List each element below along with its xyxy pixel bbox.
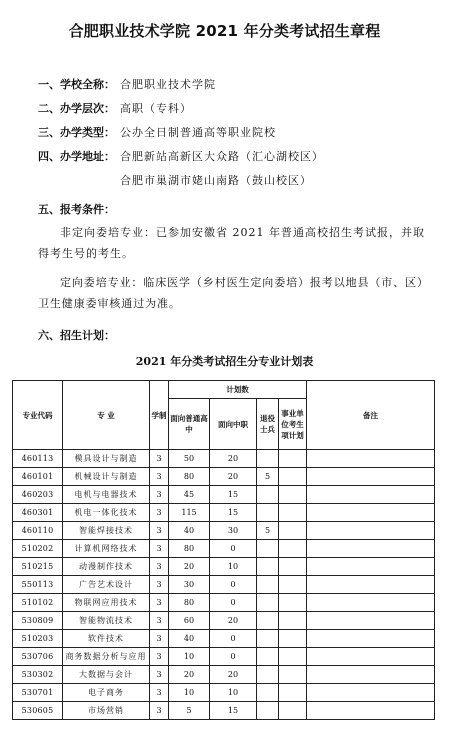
table-row <box>13 612 435 630</box>
cell-general-hs: 45 <box>169 486 210 504</box>
cell-vocational: 10 <box>210 558 257 576</box>
cell-code: 530701 <box>13 684 63 702</box>
cell-other-plan <box>279 576 307 594</box>
cell-other-plan <box>279 630 307 648</box>
info-value: 合肥职业技术学院 <box>120 78 216 91</box>
cell-major: 物联网应用技术 <box>63 594 150 612</box>
cell-major: 市场营销 <box>63 702 150 720</box>
cell-code: 550113 <box>13 576 63 594</box>
cell-code: 530302 <box>13 666 63 684</box>
cell-years: 3 <box>150 702 169 720</box>
cell-remarks <box>307 540 435 558</box>
cell-major: 机电一体化技术 <box>63 504 150 522</box>
cell-code: 510215 <box>13 558 63 576</box>
table-row <box>13 486 435 504</box>
info-value: 公办全日制普通高等职业院校 <box>120 126 276 139</box>
info-address-2 <box>120 172 312 188</box>
cell-vocational: 20 <box>210 666 257 684</box>
cell-vocational: 20 <box>210 450 257 468</box>
cell-other-plan <box>279 450 307 468</box>
cell-major: 机械设计与制造 <box>63 468 150 486</box>
table-row <box>13 648 435 666</box>
cell-years: 3 <box>150 576 169 594</box>
cell-general-hs: 5 <box>169 702 210 720</box>
cell-vocational: 15 <box>210 702 257 720</box>
cell-code: 510202 <box>13 540 63 558</box>
cell-remarks <box>307 702 435 720</box>
cell-vocational: 0 <box>210 630 257 648</box>
cell-remarks <box>307 594 435 612</box>
cell-general-hs: 10 <box>169 648 210 666</box>
header-plan-count: 计划数 <box>169 381 307 399</box>
cell-code: 460203 <box>13 486 63 504</box>
cell-remarks <box>307 630 435 648</box>
cell-remarks <box>307 576 435 594</box>
cell-vocational: 0 <box>210 594 257 612</box>
header-other-plan: 事业单位考生项计划 <box>279 399 307 450</box>
cell-major: 模具设计与制造 <box>63 450 150 468</box>
cell-general-hs: 60 <box>169 612 210 630</box>
cell-vocational: 0 <box>210 648 257 666</box>
cell-years: 3 <box>150 468 169 486</box>
info-label: 一、学校全称： <box>38 78 115 91</box>
info-value: 高职（专科） <box>120 102 192 115</box>
cell-other-plan <box>279 522 307 540</box>
cell-veterans <box>257 666 279 684</box>
cell-remarks <box>307 666 435 684</box>
cell-general-hs: 80 <box>169 468 210 486</box>
cell-years: 3 <box>150 558 169 576</box>
cell-general-hs: 20 <box>169 558 210 576</box>
header-general-hs: 面向普通高中 <box>169 399 210 450</box>
cell-remarks <box>307 468 435 486</box>
cell-general-hs: 20 <box>169 666 210 684</box>
cell-vocational: 0 <box>210 540 257 558</box>
cell-years: 3 <box>150 648 169 666</box>
cell-years: 3 <box>150 486 169 504</box>
table-row <box>13 522 435 540</box>
cell-other-plan <box>279 540 307 558</box>
cell-vocational: 20 <box>210 612 257 630</box>
cell-veterans <box>257 684 279 702</box>
cell-code: 460301 <box>13 504 63 522</box>
cell-code: 530605 <box>13 702 63 720</box>
cell-code: 510203 <box>13 630 63 648</box>
cell-years: 3 <box>150 612 169 630</box>
cell-code: 530809 <box>13 612 63 630</box>
cell-years: 3 <box>150 630 169 648</box>
header-code: 专业代码 <box>13 381 63 450</box>
table-row <box>13 468 435 486</box>
cell-code: 510102 <box>13 594 63 612</box>
table-title: 2021 年分类考试招生分专业计划表 <box>135 355 314 368</box>
cell-remarks <box>307 486 435 504</box>
cell-major: 计算机网络技术 <box>63 540 150 558</box>
header-vocational: 面向中职 <box>210 399 257 450</box>
table-row <box>13 702 435 720</box>
cell-other-plan <box>279 558 307 576</box>
info-type <box>38 124 276 140</box>
cell-general-hs: 30 <box>169 576 210 594</box>
cell-other-plan <box>279 468 307 486</box>
cell-veterans: 5 <box>257 468 279 486</box>
cell-other-plan <box>279 504 307 522</box>
cell-remarks <box>307 504 435 522</box>
info-level <box>38 100 192 116</box>
cell-veterans <box>257 540 279 558</box>
header-major: 专 业 <box>63 381 150 450</box>
cell-major: 广告艺术设计 <box>63 576 150 594</box>
cell-general-hs: 10 <box>169 684 210 702</box>
info-value: 合肥新站高新区大众路（汇心湖校区） <box>120 150 324 163</box>
cell-veterans <box>257 450 279 468</box>
header-remarks: 备注 <box>307 381 435 450</box>
cell-remarks <box>307 648 435 666</box>
info-label: 二、办学层次： <box>38 102 115 115</box>
cell-major: 电子商务 <box>63 684 150 702</box>
table-row <box>13 594 435 612</box>
cell-other-plan <box>279 594 307 612</box>
cell-other-plan <box>279 648 307 666</box>
cell-remarks <box>307 612 435 630</box>
enrollment-plan-table <box>12 380 435 720</box>
cell-years: 3 <box>150 522 169 540</box>
cell-vocational: 15 <box>210 486 257 504</box>
document-title: 合肥职业技术学院 2021 年分类考试招生章程 <box>68 22 381 40</box>
cell-major: 电机与电器技术 <box>63 486 150 504</box>
cell-years: 3 <box>150 540 169 558</box>
table-row <box>13 558 435 576</box>
cell-major: 软件技术 <box>63 630 150 648</box>
section-heading-plan: 六、招生计划： <box>38 329 115 342</box>
table-row <box>13 684 435 702</box>
cell-years: 3 <box>150 450 169 468</box>
paragraph-non-directed: 非定向委培专业：已参加安徽省 2021 年普通高校招生考试报，并取得考生号的考生。 <box>38 226 425 260</box>
cell-years: 3 <box>150 684 169 702</box>
cell-veterans <box>257 612 279 630</box>
info-school-name <box>38 76 216 92</box>
cell-years: 3 <box>150 666 169 684</box>
cell-major: 动漫制作技术 <box>63 558 150 576</box>
cell-code: 530706 <box>13 648 63 666</box>
cell-code: 460110 <box>13 522 63 540</box>
table-row <box>13 630 435 648</box>
cell-veterans <box>257 630 279 648</box>
cell-general-hs: 50 <box>169 450 210 468</box>
info-label: 四、办学地址： <box>38 150 115 163</box>
info-address <box>38 148 324 164</box>
cell-vocational: 10 <box>210 684 257 702</box>
table-row <box>13 450 435 468</box>
cell-vocational: 15 <box>210 504 257 522</box>
cell-vocational: 0 <box>210 576 257 594</box>
cell-other-plan <box>279 612 307 630</box>
cell-remarks <box>307 684 435 702</box>
table-row <box>13 576 435 594</box>
cell-remarks <box>307 450 435 468</box>
cell-veterans <box>257 702 279 720</box>
cell-veterans <box>257 576 279 594</box>
cell-vocational: 20 <box>210 468 257 486</box>
cell-general-hs: 80 <box>169 594 210 612</box>
table-row <box>13 540 435 558</box>
cell-veterans <box>257 486 279 504</box>
cell-veterans: 5 <box>257 522 279 540</box>
cell-other-plan <box>279 702 307 720</box>
cell-code: 460113 <box>13 450 63 468</box>
cell-other-plan <box>279 486 307 504</box>
table-row <box>13 666 435 684</box>
cell-veterans <box>257 648 279 666</box>
section-heading-requirements: 五、报考条件： <box>38 203 115 216</box>
cell-major: 智能焊接技术 <box>63 522 150 540</box>
cell-vocational: 30 <box>210 522 257 540</box>
cell-years: 3 <box>150 594 169 612</box>
cell-other-plan <box>279 666 307 684</box>
header-years: 学制 <box>150 381 169 450</box>
cell-veterans <box>257 558 279 576</box>
table-row <box>13 504 435 522</box>
cell-years: 3 <box>150 504 169 522</box>
header-veterans: 退役士兵 <box>257 399 279 450</box>
paragraph-directed: 定向委培专业：临床医学（乡村医生定向委培）报考以地县（市、区）卫生健康委审核通过为准。 <box>38 276 429 310</box>
cell-general-hs: 40 <box>169 630 210 648</box>
info-value: 合肥市巢湖市姥山南路（鼓山校区） <box>120 174 312 187</box>
cell-code: 460101 <box>13 468 63 486</box>
cell-general-hs: 115 <box>169 504 210 522</box>
info-label: 三、办学类型： <box>38 126 115 139</box>
cell-general-hs: 40 <box>169 522 210 540</box>
cell-major: 智能物流技术 <box>63 612 150 630</box>
table-body <box>13 450 435 720</box>
cell-veterans <box>257 504 279 522</box>
cell-major: 商务数据分析与应用 <box>63 648 150 666</box>
cell-other-plan <box>279 684 307 702</box>
cell-veterans <box>257 594 279 612</box>
cell-major: 大数据与会计 <box>63 666 150 684</box>
cell-remarks <box>307 558 435 576</box>
cell-remarks <box>307 522 435 540</box>
cell-general-hs: 80 <box>169 540 210 558</box>
